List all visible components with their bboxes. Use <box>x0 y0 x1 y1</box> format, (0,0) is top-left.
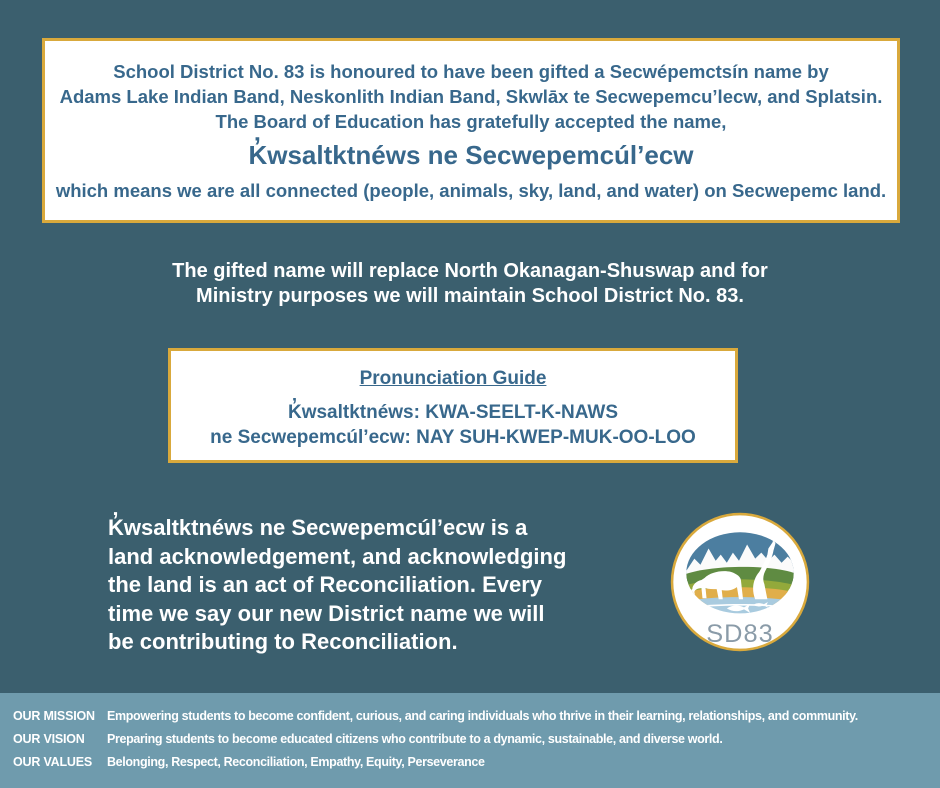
vision-text: Preparing students to become educated citizens who contribute to a dynamic, sustainable, and diverse world. <box>107 732 723 746</box>
gifted-name-meaning: which means we are all connected (people, animals, sky, land, and water) on Secwepemc land. <box>55 179 887 201</box>
announcement-line-1: School District No. 83 is honoured to have been gifted a Secwépemctsín name by <box>113 60 829 82</box>
announcement-line-2: Adams Lake Indian Band, Neskonlith Indian Band, Skwlāx te Secwepemcu’lecw, and Splatsin. <box>59 85 883 107</box>
pronunciation-guide-title: Pronunciation Guide <box>359 368 547 389</box>
gifted-name: K̓wsaltktnéws ne Secwepemcúl’ecw <box>248 139 694 170</box>
sd83-logo <box>668 510 812 654</box>
land-ack-line-2: land acknowledgement, and acknowledging <box>108 543 567 569</box>
footer-row-mission <box>13 705 930 728</box>
logo-label: SD83 <box>706 619 774 648</box>
pronunciation-line-2: ne Secwepemcúl’ecw: NAY SUH-KWEP-MUK-OO-LOO <box>210 427 696 448</box>
announcement-line-3: The Board of Education has gratefully accepted the name, <box>215 110 727 132</box>
footer-bar <box>0 693 940 788</box>
replacement-note-line-1: The gifted name will replace North Okanagan-Shuswap and for <box>172 260 768 282</box>
land-ack-line-1: K̓wsaltktnéws ne Secwepemcúl’ecw is a <box>108 515 528 540</box>
mission-text: Empowering students to become confident, curious, and caring individuals who thrive in their learning, relationships, and community. <box>107 709 858 723</box>
pronunciation-line-1: K̓wsaltktnéws: KWA-SEELT-K-NAWS <box>287 402 619 423</box>
footer-row-values <box>13 751 930 774</box>
announcement-box <box>42 38 900 223</box>
footer-row-vision <box>13 728 930 751</box>
sd83-logo-icon <box>668 510 812 654</box>
land-acknowledgement-text <box>108 514 578 657</box>
land-ack-line-5: be contributing to Reconciliation. <box>108 629 458 654</box>
values-label: OUR VALUES <box>13 755 93 769</box>
vision-label: OUR VISION <box>13 732 85 746</box>
values-text: Belonging, Respect, Reconciliation, Empathy, Equity, Perseverance <box>107 755 485 769</box>
mission-label: OUR MISSION <box>13 709 95 723</box>
land-ack-line-3: the land is an act of Reconciliation. Every <box>108 572 543 597</box>
land-ack-line-4: time we say our new District name we will <box>108 600 545 626</box>
replacement-note-line-2: Ministry purposes we will maintain School District No. 83. <box>196 285 744 307</box>
pronunciation-guide-box <box>168 348 738 463</box>
replacement-note <box>0 259 940 309</box>
